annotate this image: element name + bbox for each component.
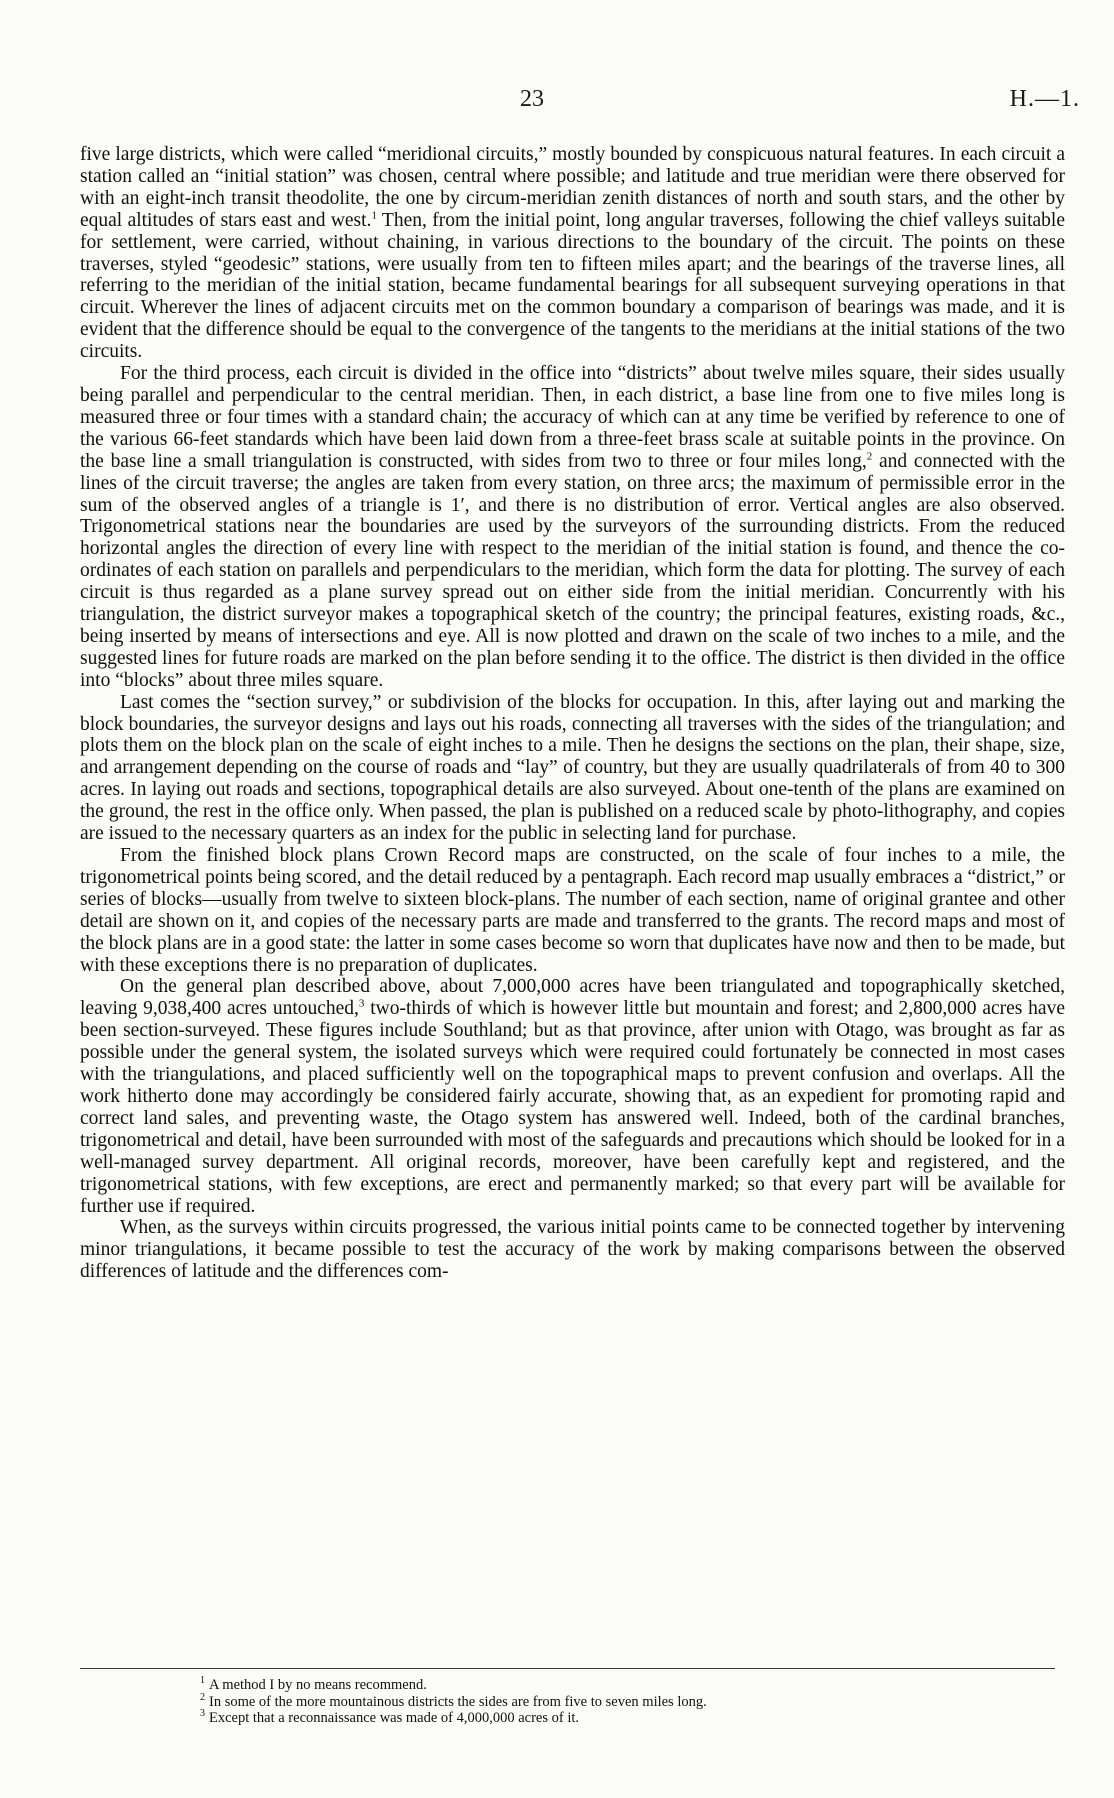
paragraph (80, 1217, 1065, 1283)
footnote-ref: 1 (371, 209, 377, 222)
footnote-divider (80, 1668, 1055, 1669)
footnote-ref: 2 (866, 450, 873, 463)
footnote (200, 1710, 1000, 1727)
footnote (200, 1691, 1000, 1711)
paragraph-text: When, as the surveys within circuits progressed, the various initial points came to be connected together by intervening minor triangulations, it became possible to test the accuracy of the work by making comparisons between the observed differences of latitude and the differences com- (80, 1217, 1065, 1283)
footnote (200, 1677, 1000, 1694)
footnote-ref: 3 (358, 997, 365, 1010)
footnotes (200, 1677, 1000, 1727)
paragraph-text-continued: two-thirds of which is however little but mountain and forest; and 2,800,000 acres have been section-surveyed. These figures include Southland; but as that province, after union with Otago, was brought as far as possible under the general system, the isolated surveys which were required could fortunately be connected in most cases with the triangulations, and placed sufficiently well on the topographical maps to prevent confusion and overlaps. All the work hitherto done may accordingly be considered fairly accurate, showing that, as an expedient for promoting rapid and correct land sales, and preventing waste, the Otago system has answered well. Indeed, both of the cardinal branches, trigonometrical and detail, have been surrounded with most of the safeguards and precautions which should be looked for in a well-managed survey department. All original records, moreover, have been carefully kept and registered, and the trigonometrical stations, with few exceptions, are erect and permanently marked; so that every part will be available for further use if required. (80, 998, 1065, 1217)
page-header (80, 86, 1080, 116)
paragraph-text: Last comes the “section survey,” or subdivision of the blocks for occupation. In this, after laying out and marking the block boundaries, the surveyor designs and lays out his roads, connecting all traverses with the sides of the triangulation; and plots them on the block plan on the scale of eight inches to a mile. Then he designs the sections on the plan, their shape, size, and arrangement depending on the course of roads and “lay” of country, but they are usually quadrilaterals of from 40 to 300 acres. In laying out roads and sections, topographical details are also surveyed. About one-tenth of the plans are examined on the ground, the rest in the office only. When passed, the plan is published on a reduced scale by photo-lithography, and copies are issued to the necessary quarters as an index for the public in selecting land for purchase. (80, 691, 1065, 845)
paragraph-text-continued: Then, from the initial point, long angular traverses, following the chief valleys suitable for settlement, were carried, without chaining, in various directions to the boundary of the circuit. The points on these traverses, styled “geodesic” stations, were usually from ten to fifteen miles apart; and the bearings of the traverse lines, all referring to the meridian of the initial station, became fundamental bearings for all subsequent surveying operations in that circuit. Wherever the lines of adjacent circuits met on the common boundary a comparison of bearings was made, and it is evident that the difference should be equal to the convergence of the tangents to the meridians at the initial stations of the two circuits. (80, 209, 1065, 363)
page-number: 23 (520, 86, 544, 112)
paragraph (80, 845, 1065, 976)
footnote-number: 1 (200, 1675, 205, 1687)
footnote-text: Except that a reconnaissance was made of 4,000,000 acres of it. (209, 1710, 580, 1726)
paragraph (80, 144, 1065, 363)
paragraph-text: From the finished block plans Crown Record maps are constructed, on the scale of four inches to a mile, the trigonometrical points being scored, and the detail reduced by a pentagraph. Each record map usually embraces a “district,” or series of blocks—usually from twelve to sixteen block-plans. The number of each section, name of original grantee and other detail are shown on it, and copies of the necessary parts are made and transferred to the grants. The record maps and most of the block plans are in a good state: the latter in some cases become so worn that duplicates have now and then to be made, but with these exceptions there is no preparation of duplicates. (80, 845, 1065, 976)
footnote-number: 2 (200, 1691, 205, 1703)
paragraph-text-continued: and connected with the lines of the circuit traverse; the angles are taken from every station, on three arcs; the maximum of permissible error in the sum of the observed angles of a triangle is 1′, and there is no distribution of error. Vertical angles are also observed. Trigonometrical stations near the boundaries are used by the surveyors of the surrounding districts. From the reduced horizontal angles the direction of every line with respect to the meridian of the initial station is found, and thence the co-ordinates of each station on parallels and perpendiculars to the meridian, which form the data for plotting. The survey of each circuit is thus regarded as a plane survey spread out on either side from the initial meridian. Concurrently with his triangulation, the district surveyor makes a topographical sketch of the country; the principal features, existing roads, &c., being inserted by means of intersections and eye. All is now plotted and drawn on the scale of two inches to a mile, and the suggested lines for future roads are marked on the plan before sending it to the office. The district is then divided in the office into “blocks” about three miles square. (80, 450, 1065, 691)
body-text (80, 144, 1065, 1283)
document-code: H.—1. (1009, 86, 1080, 112)
paragraph-text: five large districts, which were called “meridional circuits,” mostly bounded by conspicuous natural features. In each circuit a station called an “initial station” was chosen, central where possible; and latitude and true meridian were there observed for with an eight-inch transit theodolite, the one by circum-meridian zenith distances of north and south stars, and the other by equal altitudes of stars east and west. (80, 144, 1065, 231)
footnote-text: A method I by no means recommend. (209, 1677, 427, 1693)
paragraph-text: For the third process, each circuit is divided in the office into “districts” about twelve miles square, their sides usually being parallel and perpendicular to the central meridian. Then, in each district, a base line from one to five miles long is measured three or four times with a standard chain; the accuracy of which can at any time be verified by reference to one of the various 66-feet standards which have been laid down from a three-feet brass scale at suitable points in the province. On the base line a small triangulation is constructed, with sides from two to three or four miles long, (80, 363, 1065, 472)
paragraph (80, 692, 1065, 845)
paragraph (80, 363, 1065, 692)
paragraph-text: On the general plan described above, about 7,000,000 acres have been triangulated and topographically sketched, leaving 9,038,400 acres untouched, (80, 976, 1065, 1020)
paragraph (80, 976, 1065, 1217)
footnote-number: 3 (200, 1708, 205, 1720)
footnote-text: In some of the more mountainous districts the sides are from five to seven miles long. (209, 1693, 707, 1710)
